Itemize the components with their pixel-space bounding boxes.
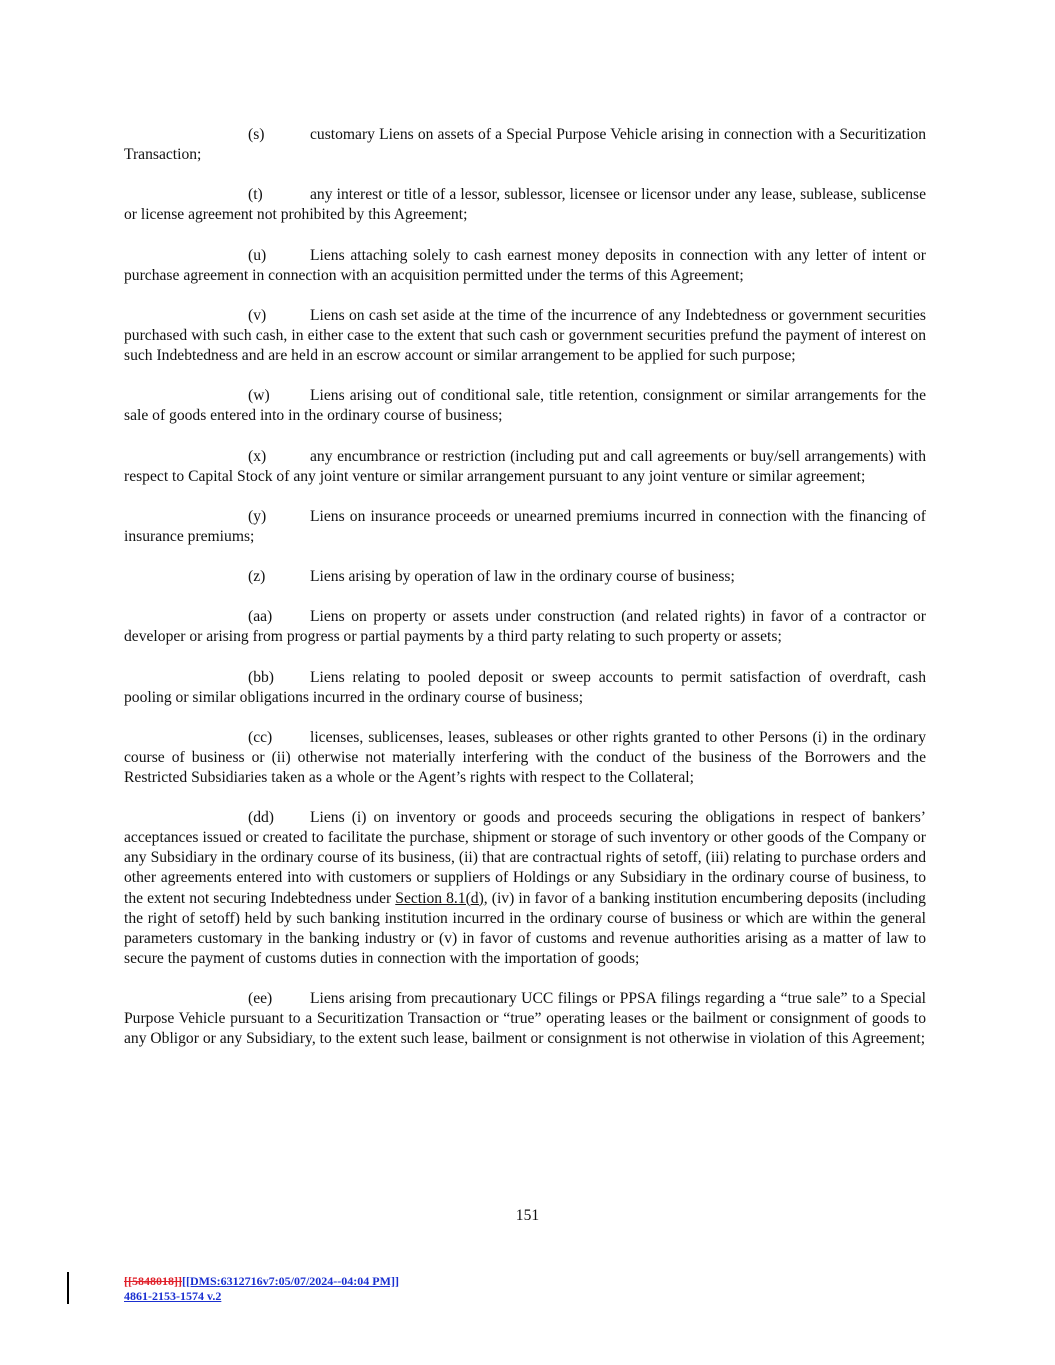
clause-text: licenses, sublicenses, leases, subleases or other rights granted to other Persons (i) in the ordinary course of business or (ii) otherwise not materially interfering with the conduct of the business of the Borrowers and the Restricted Subsidiaries taken as a whole or the Agent’s rights with respect to the Collateral; [124, 728, 926, 786]
document-body [124, 125, 926, 1069]
clause-aa [124, 607, 926, 647]
clause-label: (t) [248, 186, 263, 204]
clause-label: (y) [248, 507, 267, 525]
clause-text: customary Liens on assets of a Special Purpose Vehicle arising in connection with a Securitization Transaction; [124, 126, 926, 164]
clause-label: (bb) [248, 668, 274, 686]
clause-text: Liens on cash set aside at the time of the incurrence of any Indebtedness or government securities purchased with such cash, in either case to the extent that such cash or government securities prefund the payment of interest on such Indebtedness and are held in an escrow account or similar arrangement to be applied for such purpose; [124, 306, 926, 365]
clause-dd [124, 808, 926, 969]
clause-label: (x) [248, 447, 267, 465]
clause-text: any encumbrance or restriction (including put and call agreements or buy/sell arrangements) with respect to Capital Stock of any joint venture or similar arrangement pursuant to any joint venture or similar agreement; [124, 447, 926, 485]
clause-label: (w) [248, 387, 270, 405]
clause-text: Liens arising from precautionary UCC filings or PPSA filings regarding a “true sale” to a Special Purpose Vehicle pursuant to a Securitization Transaction or “true” operating leases or the bailment or consignment of goods to any Obligor or any Subsidiary, to the extent such lease, bailment or consignment is not otherwise in violation of this Agreement; [124, 990, 926, 1048]
clause-t [124, 185, 926, 225]
clause-x [124, 447, 926, 487]
clause-w [124, 386, 926, 426]
clause-label: (z) [248, 568, 266, 586]
clause-label: (v) [248, 306, 267, 324]
clause-text: Liens on property or assets under construction (and related rights) in favor of a contractor or developer or arising from progress or partial payments by a third party relating to such property or assets; [124, 608, 926, 646]
clause-bb [124, 668, 926, 708]
section-reference-link[interactable]: Section 8.1(d) [395, 889, 484, 907]
clause-text: , (iv) in favor of a banking institution encumbering deposits (including the right of setoff) held by such banking institution incurred in the ordinary course of business or which are within the general parameters customary in the banking industry or (v) in favor of customs and revenue authorities arising as a matter of law to secure the payment of customs duties in connection with the importation of goods; [124, 889, 926, 967]
document-footer [124, 1274, 399, 1304]
clause-text: Liens on insurance proceeds or unearned premiums incurred in connection with the financing of insurance premiums; [124, 507, 926, 545]
page-number: 151 [515, 1207, 540, 1224]
clause-label: (aa) [248, 608, 273, 626]
clause-label: (dd) [248, 809, 274, 827]
clause-ee [124, 989, 926, 1049]
inserted-reference: [[DMS:6312716v7:05/07/2024--04:04 PM]] [181, 1274, 399, 1288]
clause-text: Liens arising out of conditional sale, title retention, consignment or similar arrangements for the sale of goods entered into in the ordinary course of business; [124, 387, 926, 425]
clause-v [124, 306, 926, 366]
document-id: 4861-2153-1574 v.2 [124, 1289, 222, 1303]
clause-label: (u) [248, 246, 267, 264]
clause-s [124, 125, 926, 165]
clause-z [124, 567, 926, 587]
clause-text: Liens relating to pooled deposit or sweep accounts to permit satisfaction of overdraft, cash pooling or similar obligations incurred in the ordinary course of business; [124, 668, 926, 706]
clause-label: (s) [248, 126, 265, 143]
clause-text: any interest or title of a lessor, sublessor, licensee or licensor under any lease, sublease, sublicense or license agreement not prohibited by this Agreement; [124, 186, 926, 224]
clause-cc [124, 728, 926, 788]
change-bar [67, 1272, 69, 1304]
clause-label: (cc) [248, 728, 273, 746]
clause-text: Liens arising by operation of law in the ordinary course of business; [310, 568, 735, 586]
clause-u [124, 246, 926, 286]
clause-label: (ee) [248, 990, 273, 1008]
deleted-reference: [[5848018]] [124, 1274, 182, 1288]
clause-text: Liens (i) on inventory or goods and proceeds securing the obligations in respect of bankers’ acceptances issued or created to facilitate the purchase, shipment or storage of such inventory or other goods of the Company or any Subsidiary in the ordinary course of its business, (ii) that are contractual rights of setoff, (iii) relating to purchase orders and other agreements entered into with customers or suppliers of Holdings or any Subsidiary in the ordinary course of business, to the extent not securing Indebtedness under [124, 809, 926, 907]
clause-y [124, 507, 926, 547]
clause-text: Liens attaching solely to cash earnest money deposits in connection with any letter of intent or purchase agreement in connection with an acquisition permitted under the terms of this Agreement; [124, 246, 926, 284]
